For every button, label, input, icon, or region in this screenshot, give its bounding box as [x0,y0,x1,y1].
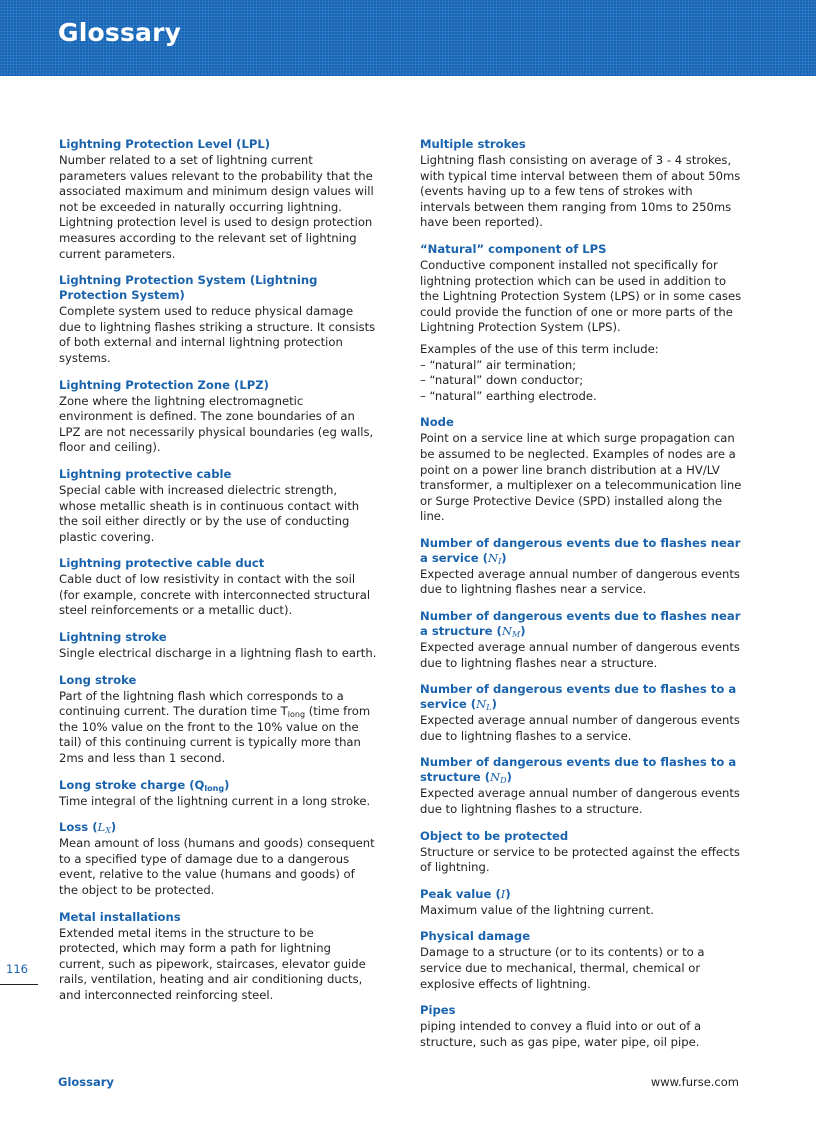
glossary-term: Number of dangerous events due to flashes near a service $(N_I)$ [420,535,741,566]
glossary-term: Number of dangerous events due to flashes to a service $(N_L)$ [420,682,737,713]
glossary-entry [59,910,377,1004]
glossary-term: Lightning Protection System (Lightning Protection System) [59,273,318,303]
glossary-term: “Natural” component of LPS [420,241,607,256]
glossary-term: Lightning protective cable duct [59,556,265,571]
list-item: – “natural” earthing electrode. [420,388,597,403]
glossary-definition: Conductive component installed not specifically for lightning protection which can be used in addition to the Lightning Protection System (LPS) or in some cases could provide the function of one or more parts of the Lightning Protection System (LPS). [420,257,742,335]
glossary-entry [59,273,377,366]
glossary-entry [59,137,377,262]
symbol: N [501,624,513,639]
list-item: – “natural” down conductor; [420,373,584,388]
glossary-definition: piping intended to convey a fluid into or out of a structure, such as gas pipe, water pipe, oil pipe. [420,1019,702,1049]
glossary-definition: Point on a service line at which surge propagation can be assumed to be neglected. Examples of nodes are a point on a power line branch distribution at a HV/LV transformer, a multiplexer on a telecommunication line or Surge Protective Device (SPD) installed along the line. [420,431,742,524]
glossary-term: Lightning protective cable [59,466,232,481]
glossary-entry [59,630,377,662]
glossary-definition: Cable duct of low resistivity in contact with the soil (for example, concrete with interconnected structural steel reinforcements or a metallic duct). [59,572,371,618]
glossary-term: Peak value (I) [420,886,511,901]
glossary-term: Loss $(L_X)$ [59,820,117,836]
glossary-term: Lightning stroke [59,630,167,645]
footer-section-label: Glossary [58,1075,114,1089]
glossary-term: Node [420,415,454,430]
glossary-definition: Mean amount of loss (humans and goods) consequent to a specified type of damage due to a dangerous event, relative to the value (humans and goods) of the object to be protected. [59,836,375,897]
glossary-entry [420,1003,742,1050]
glossary-entry [420,242,742,404]
glossary-entry [59,820,377,898]
symbol: N [476,697,487,712]
glossary-entry [420,829,742,876]
glossary-definition: Maximum value of the lightning current. [420,902,654,917]
glossary-term: Physical damage [420,929,531,944]
glossary-entry [420,682,742,744]
symbol: N [490,770,501,785]
page-title: Glossary [58,18,182,47]
examples-intro: Examples of the use of this term include: [420,341,659,356]
glossary-term: Long stroke [59,672,137,687]
glossary-entry [59,378,377,456]
glossary-term: Multiple strokes [420,137,526,151]
glossary-entry [420,137,742,231]
glossary-definition: Lightning flash consisting on average of 3 - 4 strokes, with typical time interval between them of about 50ms (events having up to a few tens of strokes with intervals between them ranging from 10ms to 250ms have been reported). [420,153,741,230]
glossary-term: Metal installations [59,909,181,924]
glossary-entry [420,415,742,525]
glossary-entry [59,556,377,619]
symbol: I [500,886,506,901]
glossary-definition: Time integral of the lightning current in a long stroke. [59,793,371,808]
glossary-definition: Expected average annual number of dangerous events due to lightning flashes near a service. [420,566,740,597]
examples-list [420,358,742,405]
glossary-term: Lightning Protection Zone (LPZ) [59,377,269,392]
glossary-entry [59,673,377,767]
symbol: N [487,550,499,565]
glossary-term: Lightning Protection Level (LPL) [59,137,271,151]
list-item: – “natural” air termination; [420,357,577,372]
glossary-entry [420,929,742,992]
glossary-definition: Special cable with increased dielectric strength, whose metallic sheath is in continuous contact with the soil either directly or by the use of conducting plastic covering. [59,482,360,544]
glossary-entry [59,467,377,545]
glossary-definition: Damage to a structure (or to its contents) or to a service due to mechanical, thermal, chemical or explosive effects of lightning. [420,945,705,991]
glossary-definition: Part of the lightning flash which corresponds to a continuing current. The duration time $T_{long}$ (time from the 10% value on the front to the 10% value on the tail) of this continuing current is typically more than 2ms and less than 1 second. [59,688,371,766]
glossary-definition: Expected average annual number of dangerous events due to lightning flashes to a structure. [420,786,740,817]
page-number: 116 [6,962,28,976]
glossary-entry [420,536,742,598]
glossary-entry [59,778,377,810]
glossary-term: Number of dangerous events due to flashes to a structure $(N_D)$ [420,755,737,786]
page-number-rule [0,984,38,985]
glossary-term: Number of dangerous events due to flashes near a structure $(N_M)$ [420,609,741,640]
glossary-definition: Complete system used to reduce physical damage due to lightning flashes striking a structure. It consists of both external and internal lightning protection systems. [59,304,376,365]
glossary-definition: Extended metal items in the structure to be protected, which may form a path for lightning current, such as pipework, staircases, elevator guide rails, ventilation, heating and air conditioning ducts, and interconnected reinforcing steel. [59,925,366,1002]
glossary-term: Object to be protected [420,828,569,843]
footer-website: www.furse.com [650,1075,739,1089]
symbol: L [97,820,106,835]
glossary-entry [420,609,742,671]
glossary-column-right [420,137,742,1061]
header-banner [0,0,816,76]
glossary-definition: Zone where the lightning electromagnetic environment is defined. The zone boundaries of an LPZ are not necessarily physical boundaries (eg walls, floor and ceiling). [59,393,374,455]
glossary-definition: Structure or service to be protected against the effects of lightning. [420,844,740,875]
glossary-definition: Expected average annual number of dangerous events due to lightning flashes to a service. [420,713,740,743]
glossary-entry [420,887,742,919]
glossary-definition: Expected average annual number of dangerous events due to lightning flashes near a structure. [420,640,740,670]
glossary-column-left [59,137,377,1015]
glossary-definition: Single electrical discharge in a lightning flash to earth. [59,646,377,661]
glossary-definition: Number related to a set of lightning current parameters values relevant to the probability that the associated maximum and minimum design values will not be exceeded in naturally occurring lightning. Lightning protection level is used to design protection measures according to the relevant set of lightning current parameters. [59,153,374,261]
glossary-entry [420,755,742,817]
glossary-term: Pipes [420,1003,456,1018]
glossary-term: Long stroke charge $(Q_{long})$ [59,777,230,793]
